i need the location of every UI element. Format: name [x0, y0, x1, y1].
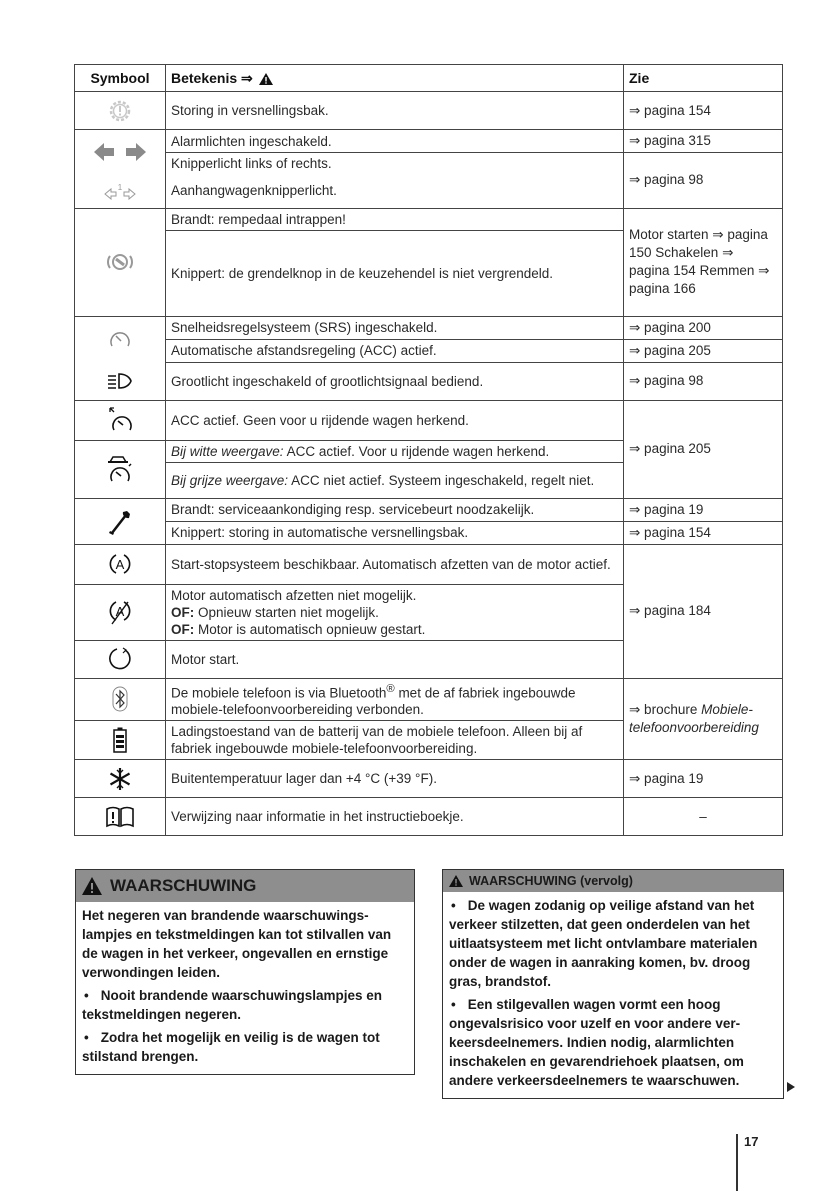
acc-no-vehicle-icon	[106, 406, 134, 434]
row-description: Knipperlicht links of rechts.	[166, 153, 624, 175]
row-description: Ladingstoestand van de batterij van de mobiele telefoon. Alleen bij af fabriek ingebouwde mobiele-telefoonvoorbereiding.	[166, 721, 624, 760]
row-description: De mobiele telefoon is via Bluetooth® met de af fabriek ingebouwde mobiele-telefoonvoorbereiding verbonden.	[166, 678, 624, 721]
svg-text:A: A	[115, 557, 125, 572]
svg-text:1: 1	[117, 182, 123, 192]
row-description: Aanhangwagenknipperlicht.	[166, 174, 624, 208]
warning-triangle-icon	[449, 875, 463, 887]
warning-bullet: • De wagen zodanig op veilige afstand van het verkeer stilzetten, dat geen onderdelen van het uitlaatsysteem met licht ontvlambare materialen onder de wagen in aanraking komen, bv. droog gras, brandstof.	[449, 896, 777, 991]
table-row	[75, 521, 783, 544]
svg-text:A: A	[115, 604, 125, 619]
table-row	[75, 498, 783, 521]
wrench-icon	[108, 507, 132, 535]
row-description: Brandt: serviceaankondiging resp. servicebeurt noodzakelijk.	[166, 498, 624, 521]
manual-book-icon	[106, 806, 134, 828]
bluetooth-icon	[112, 686, 128, 712]
row-description: Snelheidsregelsysteem (SRS) ingeschakeld.	[166, 316, 624, 339]
header-symbol: Symbool	[75, 65, 166, 92]
table-row	[75, 208, 783, 230]
row-description: Verwijzing naar informatie in het instructieboekje.	[166, 798, 624, 836]
table-row	[75, 400, 783, 440]
high-beam-icon	[107, 372, 133, 390]
page-number: 17	[744, 1134, 759, 1149]
row-description: Bij witte weergave: ACC actief. Voor u rijdende wagen herkend.	[166, 440, 624, 462]
row-description: Buitentemperatuur lager dan +4 °C (+39 °F).	[166, 760, 624, 798]
table-row	[75, 339, 783, 362]
warning-intro: Het negeren van brandende waarschuwingslampjes en tekstmeldingen kan tot stilvallen van de wagen in het verkeer, ongevallen en ernstige verwondingen leiden.	[82, 908, 392, 980]
table-row	[75, 760, 783, 798]
warning-box	[75, 869, 415, 1075]
page-reference-link[interactable]: ⇒ pagina 19	[624, 760, 783, 798]
warning-title: WAARSCHUWING (vervolg)	[469, 874, 633, 888]
engine-start-icon	[108, 646, 132, 672]
acc-vehicle-icon	[106, 454, 134, 484]
table-row	[75, 544, 783, 584]
table-row	[75, 130, 783, 153]
table-row	[75, 92, 783, 130]
table-row	[75, 798, 783, 836]
warning-lights-table	[74, 64, 783, 836]
page-reference-link[interactable]: ⇒ pagina 205	[624, 339, 783, 362]
warning-header	[76, 870, 414, 902]
row-description: Knippert: storing in automatische versnellingsbak.	[166, 521, 624, 544]
warning-bullet: • Zodra het mogelijk en veilig is de wagen tot stilstand brengen.	[82, 1028, 408, 1066]
battery-icon	[113, 727, 127, 753]
page-reference-link[interactable]: ⇒ pagina 200	[624, 316, 783, 339]
page-reference-link[interactable]: ⇒ pagina 205	[624, 400, 783, 498]
warning-continued-box	[442, 869, 784, 1099]
hazard-arrows-icon	[94, 141, 146, 163]
page-reference-link[interactable]: ⇒ pagina 315	[624, 130, 783, 153]
page-reference-link[interactable]: ⇒ pagina 154	[624, 521, 783, 544]
row-description: Start-stopsysteem beschikbaar. Automatisch afzetten van de motor actief.	[166, 544, 624, 584]
table-row	[75, 316, 783, 339]
page-reference-link[interactable]: ⇒ pagina 184	[624, 544, 783, 678]
row-description: Brandt: rempedaal intrappen!	[166, 208, 624, 230]
page-reference: –	[624, 798, 783, 836]
header-meaning: Betekenis ⇒	[166, 65, 624, 92]
start-stop-off-icon	[108, 598, 132, 626]
table-row	[75, 678, 783, 721]
page-reference-link[interactable]: ⇒ pagina 98	[624, 362, 783, 400]
start-stop-icon	[108, 552, 132, 576]
page-reference-link[interactable]: ⇒ pagina 19	[624, 498, 783, 521]
row-description: Alarmlichten ingeschakeld.	[166, 130, 624, 153]
warning-triangle-icon	[82, 877, 102, 895]
row-description: Storing in versnellingsbak.	[166, 92, 624, 130]
row-description: Knippert: de grendelknop in de keuzehendel is niet vergrendeld.	[166, 230, 624, 316]
row-description: Automatische afstandsregeling (ACC) actief.	[166, 339, 624, 362]
warning-bullet: • Een stilgevallen wagen vormt een hoog ongevalsrisico voor uzelf en voor andere verkeersdeelnemers. Indien nodig, alarmlichten inschakelen en gevarendriehoek plaatsen, om andere verkeersdeelnemers te waarschuwen.	[449, 995, 777, 1090]
row-description: Bij grijze weergave: ACC niet actief. Systeem ingeschakeld, regelt niet.	[166, 462, 624, 498]
row-description: ACC actief. Geen voor u rijdende wagen herkend.	[166, 400, 624, 440]
row-description: Motor start.	[166, 640, 624, 678]
trailer-indicator-icon	[104, 182, 136, 200]
page-reference-link[interactable]: Motor starten ⇒ pagina 150 Schakelen ⇒ pagina 154 Remmen ⇒ pagina 166	[624, 208, 783, 316]
row-description: Motor automatisch afzetten niet mogelijk. OF: Opnieuw starten niet mogelijk. OF: Motor is automatisch opnieuw gestart.	[166, 584, 624, 640]
table-header	[75, 65, 783, 92]
warning-title: WAARSCHUWING	[110, 876, 257, 895]
header-see: Zie	[624, 65, 783, 92]
warning-header	[443, 870, 783, 892]
page-reference-link[interactable]: ⇒ brochure Mobiele-telefoonvoorbereiding	[624, 678, 783, 760]
table-row	[75, 153, 783, 175]
speedometer-icon	[108, 328, 132, 350]
page-number-divider	[736, 1134, 738, 1191]
page-reference-link[interactable]: ⇒ pagina 98	[624, 153, 783, 209]
warning-bullet: • Nooit brandende waarschuwingslampjes en tekstmeldingen negeren.	[82, 986, 408, 1024]
warning-triangle-icon	[259, 73, 273, 85]
table-row	[75, 362, 783, 400]
brake-pedal-icon	[107, 251, 133, 273]
page-reference-link[interactable]: ⇒ pagina 154	[624, 92, 783, 130]
row-description: Grootlicht ingeschakeld of grootlichtsignaal bediend.	[166, 362, 624, 400]
snowflake-icon	[108, 767, 132, 791]
gearbox-warning-icon	[107, 98, 133, 124]
next-page-arrow-icon	[787, 1082, 795, 1092]
